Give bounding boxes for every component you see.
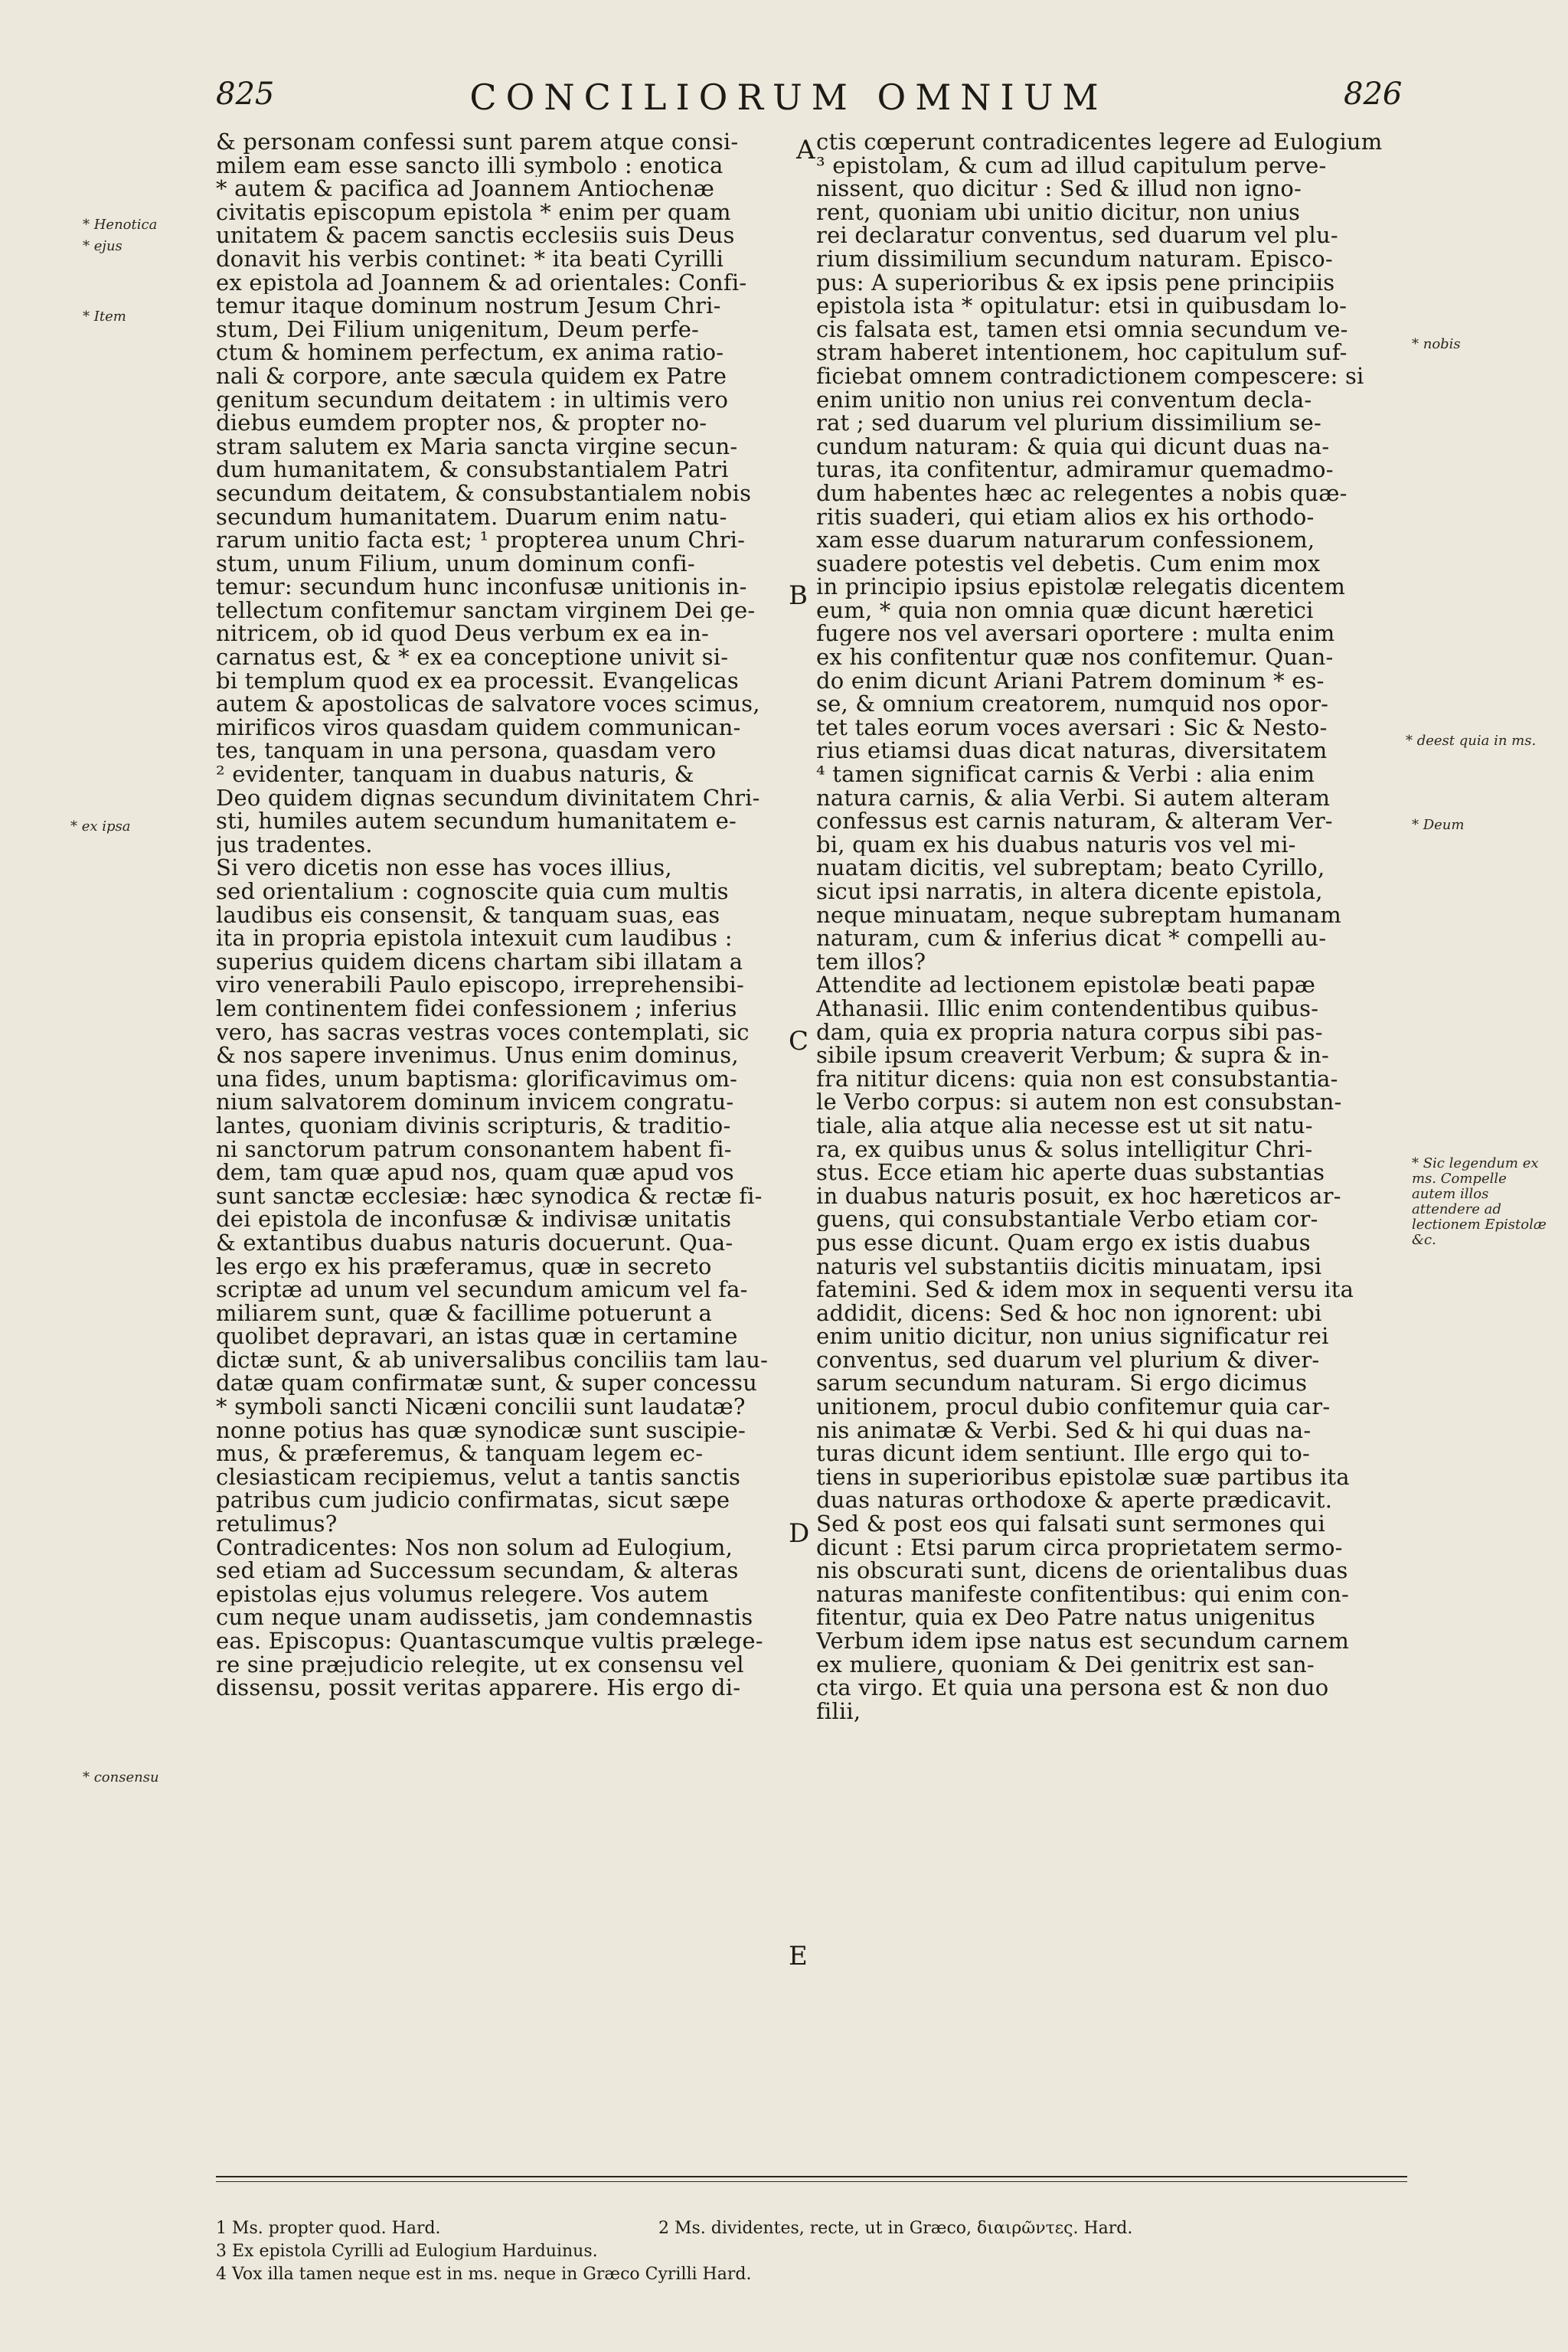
text-line: suadere potestis vel debetis. Cum enim mox bbox=[816, 551, 1321, 576]
text-line: duas naturas orthodoxe & aperte prædicavit. bbox=[816, 1488, 1333, 1513]
text-line: xam esse duarum naturarum confessionem, bbox=[816, 528, 1315, 552]
text-line: tellectum confitemur sanctam virginem Dei ge- bbox=[216, 598, 756, 622]
text-line: rat ; sed duarum vel plurium dissimilium se- bbox=[816, 411, 1321, 435]
section-marker-a: A bbox=[796, 135, 815, 165]
text-line: temur itaque dominum nostrum Jesum Chri- bbox=[216, 294, 721, 318]
section-marker-b: B bbox=[789, 580, 808, 611]
text-line: superius quidem dicens chartam sibi illatam a bbox=[216, 949, 743, 974]
text-line: tiens in superioribus epistolæ suæ partibus ita bbox=[816, 1465, 1350, 1489]
text-line: ritis suaderi, qui etiam alios ex his orthodo- bbox=[816, 505, 1315, 529]
text-line: ⁴ tamen significat carnis & Verbi : alia enim bbox=[816, 763, 1315, 786]
text-line: tet tales eorum voces aversari : Sic & Nesto- bbox=[816, 715, 1328, 740]
text-line: cta virgo. Et quia una persona est & non duo bbox=[816, 1676, 1329, 1700]
text-line: cum neque unam audissetis, jam condemnastis bbox=[216, 1606, 753, 1629]
text-line: sti, humiles autem secundum humanitatem e- bbox=[216, 809, 737, 833]
text-line: do enim dicunt Ariani Patrem dominum * es- bbox=[816, 668, 1325, 693]
text-line: viro venerabili Paulo episcopo, irreprehensibi- bbox=[216, 973, 744, 997]
text-line: stum, Dei Filium unigenitum, Deum perfe- bbox=[216, 317, 700, 341]
text-line: filii, bbox=[816, 1699, 861, 1723]
text-line: ctum & hominem perfectum, ex anima ratio- bbox=[216, 341, 724, 364]
text-line: bi, quam ex his duabus naturis vos vel mi- bbox=[816, 832, 1296, 857]
text-line: epistolas ejus volumus relegere. Vos autem bbox=[216, 1582, 709, 1606]
text-line: rius etiamsi duas dicat naturas, diversitatem bbox=[816, 739, 1328, 763]
text-line: lantes, quoniam divinis scripturis, & traditio- bbox=[216, 1113, 731, 1138]
text-line: confessus est carnis naturam, & alteram Ver- bbox=[816, 809, 1333, 833]
text-line: in duabus naturis posuit, ex hoc hæreticos ar- bbox=[816, 1184, 1341, 1208]
text-line: dum humanitatem, & consubstantialem Patri bbox=[216, 458, 729, 482]
text-line: jus tradentes. bbox=[216, 832, 373, 857]
text-line: sed etiam ad Successum secundam, & alteras bbox=[216, 1559, 739, 1583]
footnote-2: 2 Ms. dividentes, recte, ut in Græco, διαιρῶντες. Hard. bbox=[658, 2219, 1133, 2238]
text-line: nali & corpore, ante sæcula quidem ex Patre bbox=[216, 364, 727, 388]
text-line: enim unitio dicitur, non unius significatur rei bbox=[816, 1325, 1329, 1348]
text-line: unitatem & pacem sanctis ecclesiis suis Deus bbox=[216, 224, 735, 247]
text-line: epistola ista * opitulatur: etsi in quibusdam lo- bbox=[816, 294, 1348, 318]
page-number-left: 825 bbox=[216, 77, 275, 112]
text-line: nis animatæ & Verbi. Sed & hi qui duas na- bbox=[816, 1418, 1312, 1442]
text-line: nonne potius has quæ synodicæ sunt suscipie- bbox=[216, 1418, 746, 1442]
text-line: Athanasii. Illic enim contendentibus quibus- bbox=[816, 996, 1319, 1021]
text-line: cis falsata est, tamen etsi omnia secundum ve- bbox=[816, 317, 1348, 341]
text-line: * autem & pacifica ad Joannem Antiochenæ bbox=[216, 177, 715, 201]
text-line: se, & omnium creatorem, numquid nos opor- bbox=[816, 692, 1329, 716]
text-line: tes, tanquam in una persona, quasdam vero bbox=[216, 739, 717, 763]
text-line: dam, quia ex propria natura corpus sibi pas- bbox=[816, 1020, 1323, 1044]
text-line: ficiebat omnem contradictionem compescere: si bbox=[816, 364, 1364, 388]
text-line: stus. Ecce etiam hic aperte duas substantias bbox=[816, 1161, 1325, 1184]
footnote-3: 3 Ex epistola Cyrilli ad Eulogium Harduinus. bbox=[216, 2242, 598, 2261]
text-line: una fides, unum baptisma: glorificavimus om- bbox=[216, 1067, 738, 1091]
text-line: Verbum idem ipse natus est secundum carnem bbox=[816, 1629, 1350, 1653]
margin-note-henotica: * Henotica bbox=[83, 217, 158, 233]
text-line: Si vero dicetis non esse has voces illius, bbox=[216, 856, 672, 880]
section-marker-d: D bbox=[789, 1518, 810, 1549]
text-line: stum, unum Filium, unum dominum confi- bbox=[216, 551, 695, 576]
text-line: ex his confitentur quæ nos confitemur. Quan- bbox=[816, 645, 1334, 669]
text-line: naturam, cum & inferius dicat * compelli au- bbox=[816, 926, 1327, 950]
text-line: sibile ipsum creaverit Verbum; & supra & in- bbox=[816, 1044, 1330, 1067]
footnote-4: 4 Vox illa tamen neque est in ms. neque in Græco Cyrilli Hard. bbox=[216, 2265, 752, 2284]
text-line: Attendite ad lectionem epistolæ beati papæ bbox=[816, 973, 1316, 997]
text-line: sunt sanctæ ecclesiæ: hæc synodica & rectæ fi- bbox=[216, 1184, 763, 1208]
text-line: rei declaratur conventus, sed duarum vel plu- bbox=[816, 224, 1338, 247]
text-line: addidit, dicens: Sed & hoc non ignorent: ubi bbox=[816, 1301, 1322, 1325]
running-title: CONCILIORUM OMNIUM bbox=[469, 77, 1108, 118]
text-line: sed orientalium : cognoscite quia cum multis bbox=[216, 880, 729, 903]
text-line: conventus, sed duarum vel plurium & diver- bbox=[816, 1348, 1320, 1372]
text-line: ra, ex quibus unus & solus intelligitur Chri- bbox=[816, 1137, 1313, 1161]
margin-note-deest-quia: * deest quia in ms. bbox=[1406, 733, 1537, 749]
text-line: dissensu, possit veritas apparere. His ergo di- bbox=[216, 1676, 741, 1700]
text-line: rent, quoniam ubi unitio dicitur, non unius bbox=[816, 200, 1301, 224]
text-line: autem & apostolicas de salvatore voces scimus, bbox=[216, 692, 760, 716]
text-line: secundum deitatem, & consubstantialem nobis bbox=[216, 481, 752, 505]
margin-note-ejus: * ejus bbox=[83, 238, 122, 254]
text-line: & personam confessi sunt parem atque consi- bbox=[216, 130, 739, 154]
text-line: dei epistola de inconfusæ & indivisæ unitatis bbox=[216, 1207, 732, 1231]
text-line: les ergo ex his præferamus, quæ in secreto bbox=[216, 1254, 712, 1279]
text-line: * symboli sancti Nicæni concilii sunt laudatæ? bbox=[216, 1395, 746, 1419]
text-line: retulimus? bbox=[216, 1512, 338, 1536]
text-line: re sine præjudicio relegite, ut ex consensu vel bbox=[216, 1652, 744, 1677]
text-line: turas, ita confitentur, admiramur quemadmo- bbox=[816, 458, 1334, 482]
text-line: Deo quidem dignas secundum divinitatem Chri- bbox=[216, 786, 760, 810]
text-line: vero, has sacras vestras voces contemplati, sic bbox=[216, 1020, 750, 1044]
text-line: & nos sapere invenimus. Unus enim dominus, bbox=[216, 1044, 739, 1067]
right-text-column bbox=[816, 130, 1407, 2159]
text-line: nuatam dicitis, vel subreptam; beato Cyrillo, bbox=[816, 856, 1325, 880]
text-line: laudibus eis consensit, & tanquam suas, eas bbox=[216, 903, 720, 927]
text-line: datæ quam confirmatæ sunt, & super concessu bbox=[216, 1371, 757, 1396]
text-line: natura carnis, & alia Verbi. Si autem alteram bbox=[816, 786, 1331, 810]
text-line: eas. Episcopus: Quantascumque vultis prælege- bbox=[216, 1629, 763, 1653]
text-line: cundum naturam: & quia qui dicunt duas na- bbox=[816, 434, 1330, 459]
text-line: nis obscurati sunt, dicens de orientalibus duas bbox=[816, 1559, 1348, 1583]
text-line: dicunt : Etsi parum circa proprietatem sermo- bbox=[816, 1535, 1343, 1560]
text-line: nium salvatorem dominum invicem congratu- bbox=[216, 1090, 734, 1114]
text-line: nitricem, ob id quod Deus verbum ex ea in- bbox=[216, 622, 709, 646]
footnote-1: 1 Ms. propter quod. Hard. bbox=[216, 2219, 441, 2238]
text-line: ni sanctorum patrum consonantem habent fi- bbox=[216, 1137, 732, 1161]
section-marker-c: C bbox=[789, 1026, 809, 1057]
text-line: ex muliere, quoniam & Dei genitrix est san- bbox=[816, 1652, 1315, 1677]
text-line: lem continentem fidei confessionem ; inferius bbox=[216, 996, 737, 1021]
text-line: in principio ipsius epistolæ relegatis dicentem bbox=[816, 575, 1346, 599]
text-line: dum habentes hæc ac relegentes a nobis quæ- bbox=[816, 481, 1348, 505]
text-line: patribus cum judicio confirmatas, sicut sæpe bbox=[216, 1488, 730, 1513]
text-line: enim unitio non unius rei conventum decla- bbox=[816, 387, 1312, 412]
text-line: milem eam esse sancto illi symbolo : enotica bbox=[216, 153, 724, 178]
text-line: fugere nos vel aversari oportere : multa enim bbox=[816, 622, 1335, 646]
text-line: carnatus est, & * ex ea conceptione univit si- bbox=[216, 645, 729, 669]
text-line: scriptæ ad unum vel secundum amicum vel fa- bbox=[216, 1278, 748, 1302]
margin-note-sic-legendum: * Sic legendum ex ms. Compelle autem illos attendere ad lectionem Epistolæ &c. bbox=[1412, 1155, 1547, 1248]
text-line: miliarem sunt, quæ & facillime potuerunt a bbox=[216, 1301, 712, 1325]
text-line: guens, qui consubstantiale Verbo etiam cor- bbox=[816, 1207, 1318, 1231]
text-line: fra nititur dicens: quia non est consubstantia- bbox=[816, 1067, 1338, 1091]
text-line: unitionem, procul dubio confitemur quia car- bbox=[816, 1395, 1331, 1419]
text-line: civitatis episcopum epistola * enim per quam bbox=[216, 200, 731, 224]
text-line: quolibet depravari, an istas quæ in certamine bbox=[216, 1325, 738, 1348]
text-line: secundum humanitatem. Duarum enim natu- bbox=[216, 505, 727, 529]
text-line: tiale, alia atque alia necesse est ut sit natu- bbox=[816, 1113, 1313, 1138]
text-line: temur: secundum hunc inconfusæ unitionis in- bbox=[216, 575, 747, 599]
text-line: nissent, quo dicitur : Sed & illud non igno- bbox=[816, 177, 1302, 201]
footnote-rule bbox=[216, 2176, 1407, 2177]
text-line: stram haberet intentionem, hoc capitulum suf- bbox=[816, 341, 1348, 364]
text-line: ² evidenter, tanquam in duabus naturis, & bbox=[216, 763, 694, 786]
text-line: rium dissimilium secundum naturam. Episco- bbox=[816, 247, 1333, 271]
margin-note-deum: * Deum bbox=[1412, 817, 1465, 833]
left-text-column bbox=[216, 130, 789, 2159]
text-line: diebus eumdem propter nos, & propter no- bbox=[216, 411, 707, 435]
text-line: mus, & præferemus, & tanquam legem ec- bbox=[216, 1442, 704, 1465]
text-line: tem illos? bbox=[816, 949, 926, 974]
section-marker-e: E bbox=[789, 1941, 808, 1971]
text-line: pus esse dicunt. Quam ergo ex istis duabus bbox=[816, 1230, 1311, 1255]
text-line: ³ epistolam, & cum ad illud capitulum perve- bbox=[816, 153, 1327, 178]
margin-note-ex-ipsa: * ex ipsa bbox=[70, 818, 131, 835]
text-line: clesiasticam recipiemus, velut a tantis sanctis bbox=[216, 1465, 741, 1489]
text-line: ita in propria epistola intexuit cum laudibus : bbox=[216, 926, 733, 950]
margin-note-nobis: * nobis bbox=[1412, 336, 1461, 352]
text-line: sicut ipsi narratis, in altera dicente epistola, bbox=[816, 880, 1323, 903]
text-line: rarum unitio facta est; ¹ propterea unum Chri- bbox=[216, 528, 746, 552]
text-line: pus: A superioribus & ex ipsis pene principiis bbox=[816, 270, 1335, 295]
text-line: & extantibus duabus naturis docuerunt. Qua- bbox=[216, 1230, 733, 1255]
text-line: stram salutem ex Maria sancta virgine secun- bbox=[216, 434, 738, 459]
footnote-rule-thin bbox=[216, 2181, 1407, 2182]
text-line: eum, * quia non omnia quæ dicunt hæretici bbox=[816, 598, 1314, 622]
text-line: naturis vel substantiis dicitis minuatam, ipsi bbox=[816, 1254, 1322, 1279]
text-line: dictæ sunt, & ab universalibus conciliis tam lau- bbox=[216, 1348, 769, 1372]
text-line: fatemini. Sed & idem mox in sequenti versu ita bbox=[816, 1278, 1354, 1302]
text-line: fitentur, quia ex Deo Patre natus unigenitus bbox=[816, 1606, 1315, 1629]
page-header bbox=[0, 77, 1568, 122]
margin-note-item: * Item bbox=[83, 309, 126, 325]
text-line: Sed & post eos qui falsati sunt sermones qui bbox=[816, 1512, 1325, 1536]
text-line: dem, tam quæ apud nos, quam quæ apud vos bbox=[216, 1161, 734, 1184]
margin-note-consensu: * consensu bbox=[83, 1769, 159, 1785]
text-line: sarum secundum naturam. Si ergo dicimus bbox=[816, 1371, 1308, 1396]
text-line: donavit his verbis continet: * ita beati Cyrilli bbox=[216, 247, 724, 271]
text-line: neque minuatam, neque subreptam humanam bbox=[816, 903, 1342, 927]
text-line: naturas manifeste confitentibus: qui enim con- bbox=[816, 1582, 1349, 1606]
text-line: Contradicentes: Nos non solum ad Eulogium, bbox=[216, 1535, 733, 1560]
text-line: bi templum quod ex ea processit. Evangelicas bbox=[216, 668, 739, 693]
text-line: mirificos viros quasdam quidem communican- bbox=[216, 715, 741, 740]
page-number-right: 826 bbox=[1344, 77, 1403, 112]
text-line: turas dicunt idem sentiunt. Ille ergo qui to- bbox=[816, 1442, 1311, 1465]
text-line: ex epistola ad Joannem & ad orientales: Confi- bbox=[216, 270, 747, 295]
text-line: le Verbo corpus: si autem non est consubstan- bbox=[816, 1090, 1342, 1114]
text-line: genitum secundum deitatem : in ultimis vero bbox=[216, 387, 729, 412]
text-line: ctis cœperunt contradicentes legere ad Eulogium bbox=[816, 130, 1383, 154]
